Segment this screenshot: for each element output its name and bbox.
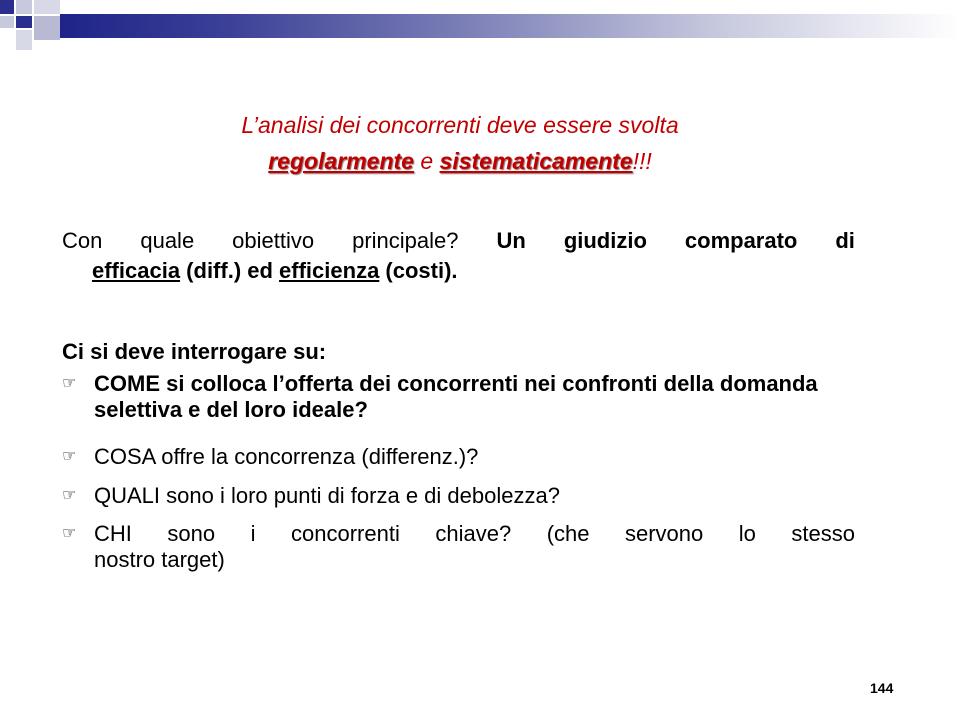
headline-word-sistematicamente: sistematicamente <box>439 148 633 174</box>
bullet-line-2: nostro target) <box>94 547 225 572</box>
pointing-hand-icon: ☞ <box>62 525 77 542</box>
intro-word: comparato <box>684 228 798 253</box>
bullet-word: concorrenti <box>291 521 400 546</box>
decor-square <box>16 16 32 28</box>
bullet-word: chiave? <box>435 521 512 546</box>
intro-word: Con <box>62 228 103 253</box>
intro-word: obiettivo <box>232 228 315 253</box>
bullet-text: QUALI sono i loro punti di forza e di debolezza? <box>94 483 560 508</box>
decor-square <box>34 16 60 40</box>
decor-square <box>16 0 32 14</box>
decor-square <box>16 30 32 50</box>
bullet-text: COSA offre la concorrenza (differenz.)? <box>94 444 479 469</box>
intro-paragraph <box>62 226 855 286</box>
headline-connector: e <box>413 148 440 174</box>
intro-end: (costi). <box>379 258 458 283</box>
bullet-word: stesso <box>791 521 855 546</box>
bullet-word: sono <box>167 521 216 546</box>
headline-suffix: !!! <box>632 148 652 174</box>
intro-word: quale <box>140 228 195 253</box>
bullet-text: COME si colloca l’offerta dei concorrenti nei confronti della domanda selettiva e del loro ideale? <box>94 371 818 422</box>
bullet-text <box>94 521 855 573</box>
page-number: 144 <box>870 680 894 696</box>
intro-efficacia: efficacia <box>92 258 181 283</box>
bullet-word: i <box>250 521 256 546</box>
intro-word: Un <box>496 228 526 253</box>
pointing-hand-icon: ☞ <box>62 448 77 465</box>
intro-efficienza: efficienza <box>279 258 380 283</box>
intro-word: di <box>835 228 855 253</box>
intro-line-1 <box>62 226 855 256</box>
bullet-word: lo <box>738 521 756 546</box>
intro-line-2 <box>62 256 855 286</box>
intro-word: giudizio <box>563 228 647 253</box>
headline-line-1: L’analisi dei concorrenti deve essere svolta <box>241 112 679 138</box>
intro-word: principale? <box>352 228 459 253</box>
headline-word-regolarmente: regolarmente <box>268 148 414 174</box>
bullet-line-1 <box>94 521 855 547</box>
bullet-word: CHI <box>94 521 132 546</box>
question-heading: Ci si deve interrogare su: <box>62 339 327 364</box>
bullet-word: servono <box>624 521 704 546</box>
pointing-hand-icon: ☞ <box>62 487 77 504</box>
pointing-hand-icon: ☞ <box>62 375 77 392</box>
header-gradient-band <box>60 14 960 38</box>
decor-square <box>34 0 60 14</box>
bullet-word: (che <box>546 521 590 546</box>
intro-mid: (diff.) ed <box>180 258 280 283</box>
decor-square <box>0 0 14 14</box>
decor-square <box>0 16 14 28</box>
headline-line-2 <box>0 146 920 176</box>
